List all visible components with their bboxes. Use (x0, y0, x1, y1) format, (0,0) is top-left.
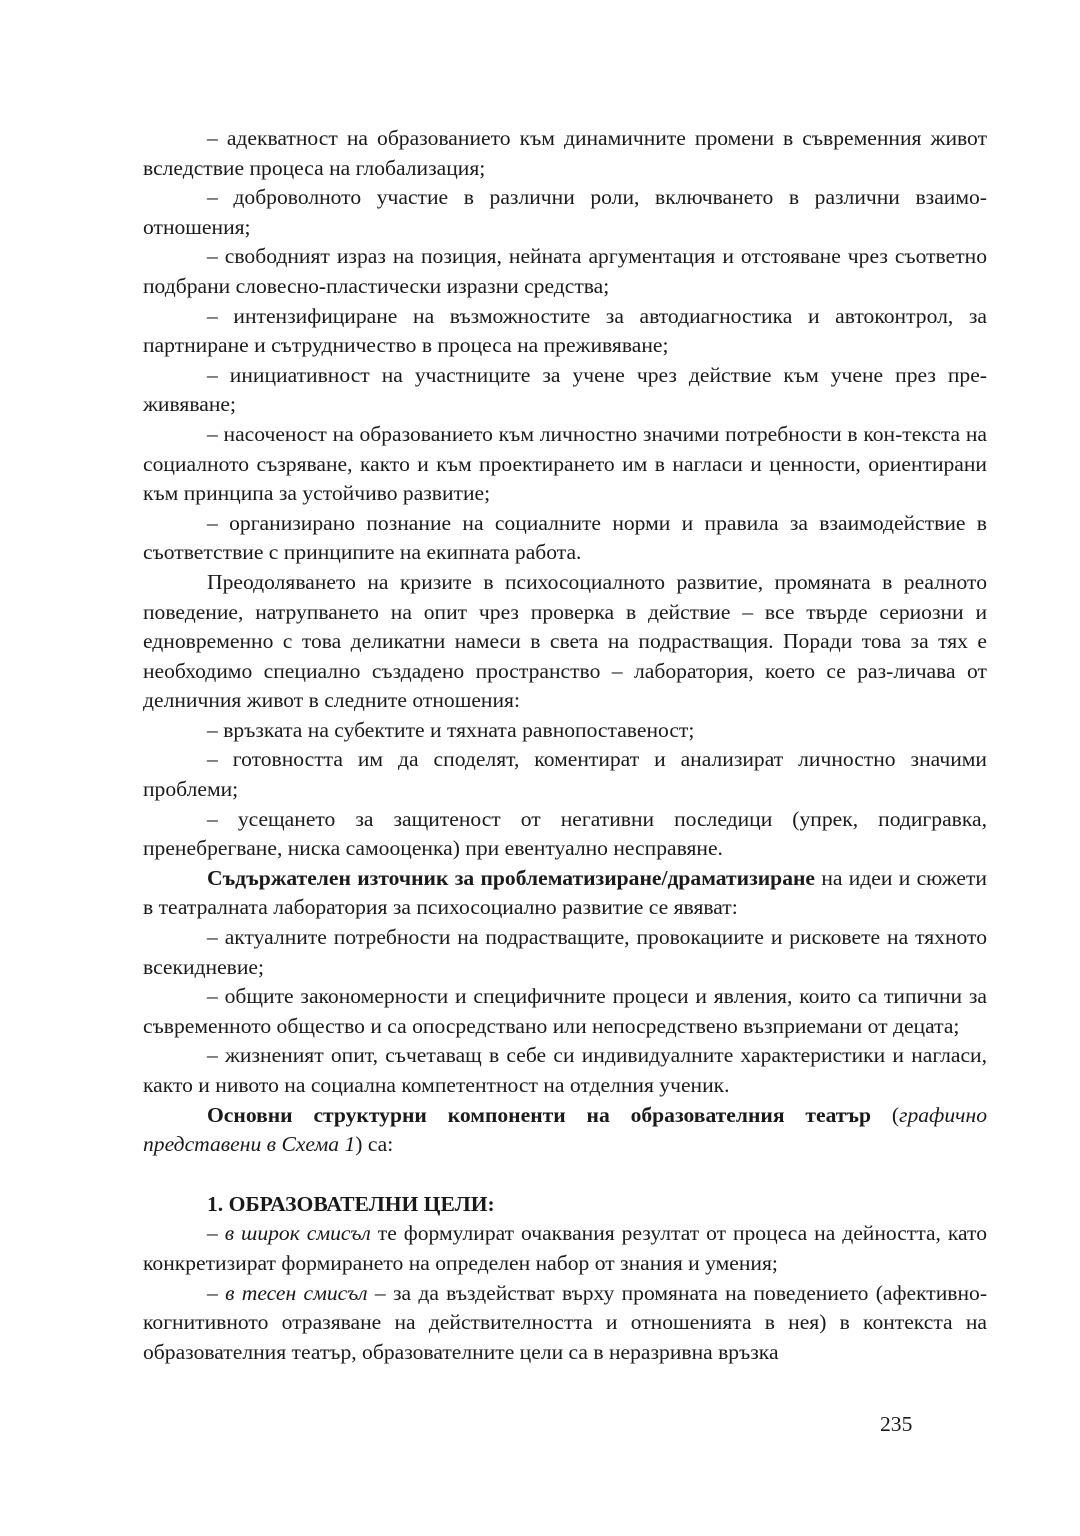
paragraph (143, 568, 987, 716)
text-run: – общите закономерности и специфичните процеси и явления, които са типични за съвременното общество и са опосредствано или непосредствено възприемани от децата; (143, 984, 987, 1038)
text-run: – адекватност на образованието към динамичните промени в съвременния живот вследствие процеса на глобализация; (143, 126, 987, 180)
paragraph (143, 923, 987, 982)
section-gap (143, 1160, 987, 1190)
paragraph (143, 361, 987, 420)
text-run: – актуалните потребности на подрастващите, провокациите и рисковете на тяхното всекидневие; (143, 925, 987, 979)
text-run: – интензифициране на възможностите за автодиагностика и автоконтрол, за партниране и сътрудничество в процеса на преживяване; (143, 303, 987, 358)
text-run: ) са: (355, 1132, 394, 1157)
paragraph (143, 716, 987, 746)
text-run: – доброволното участие в различни роли, включването в различни взаимо-отношения; (143, 185, 987, 239)
text-run: – насоченост на образованието към личностно значими потребности в кон-текста на социалното съзряване, както и към проектирането им в нагласи и ценности, ориентирани към принципа за устойчиво развитие; (143, 421, 987, 506)
paragraph (143, 509, 987, 568)
italic-text: в тесен смисъл (225, 1280, 368, 1305)
text-run: – за да въздействат върху промяната на поведението (афективно-когнитивното отразяване на действителността и отношенията в нея) в контекста на образователния театър, образователните цели са в неразривна връзка (143, 1280, 988, 1364)
page-body (143, 124, 987, 1367)
text-run: – готовността им да споделят, коментират и анализират личностно значими проблеми; (143, 747, 987, 802)
bold-text: Основни структурни компоненти на образователния театър (207, 1102, 872, 1127)
paragraph (143, 805, 987, 864)
paragraph (143, 1041, 987, 1100)
text-run: – организирано познание на социалните норми и правила за взаимодействие в съответствие с принципите на екипната работа. (143, 510, 987, 565)
text-run: – свободният израз на позиция, нейната аргументация и отстояване чрез съответно подбрани словесно-пластически изразни средства; (143, 244, 987, 298)
paragraph (143, 745, 987, 804)
bold-text: Съдържателен източник за проблематизиране/драматизиране (207, 865, 816, 890)
text-run: – жизненият опит, съчетаващ в себе си индивидуалните характеристики и нагласи, както и нивото на социална компетентност на отделния ученик. (143, 1043, 987, 1097)
text-run: – усещането за защитеност от негативни последици (упрек, подигравка, пренебрегване, ниска самооценка) при евентуално несправяне. (143, 806, 987, 861)
paragraph (143, 982, 987, 1041)
paragraph (143, 1219, 987, 1278)
text-run: – (207, 1221, 225, 1246)
paragraphs-after-heading (143, 1219, 987, 1367)
paragraph (143, 1101, 987, 1160)
italic-text: в широк смисъл (224, 1221, 371, 1246)
section-heading: 1. ОБРАЗОВАТЕЛНИ ЦЕЛИ: (207, 1191, 495, 1216)
page-number: 235 (880, 1412, 913, 1436)
text-run: – инициативност на участниците за учене чрез действие към учене през пре-живяване; (143, 362, 987, 417)
text-run: те формулират очаквания резултат от процеса на дейността, като конкретизират формирането на определен набор от знания и умения; (143, 1221, 987, 1275)
italic-text: графично представени в Схема 1 (143, 1102, 987, 1157)
text-run: на идеи и сюжети в театралната лаборатория за психосоциално развитие се явяват: (143, 865, 987, 920)
paragraph (143, 1279, 987, 1368)
paragraph (143, 302, 987, 361)
paragraph (143, 420, 987, 509)
text-run: ( (871, 1102, 900, 1127)
paragraph (143, 242, 987, 301)
text-run: – (207, 1280, 226, 1305)
paragraph (143, 124, 987, 183)
paragraphs-before-heading (143, 124, 987, 1160)
text-run: Преодоляването на кризите в психосоциалното развитие, промяната в реалното поведение, натрупването на опит чрез проверка в действие – все твърде сериозни и едновременно с това деликатни намеси в света на подрастващия. Поради това за тях е необходимо специално създадено пространство – лаборатория, което се раз-личава от делничния живот в следните отношения: (143, 569, 987, 713)
paragraph (143, 183, 987, 242)
text-run: – връзката на субектите и тяхната равнопоставеност; (207, 717, 695, 742)
paragraph (143, 864, 987, 923)
